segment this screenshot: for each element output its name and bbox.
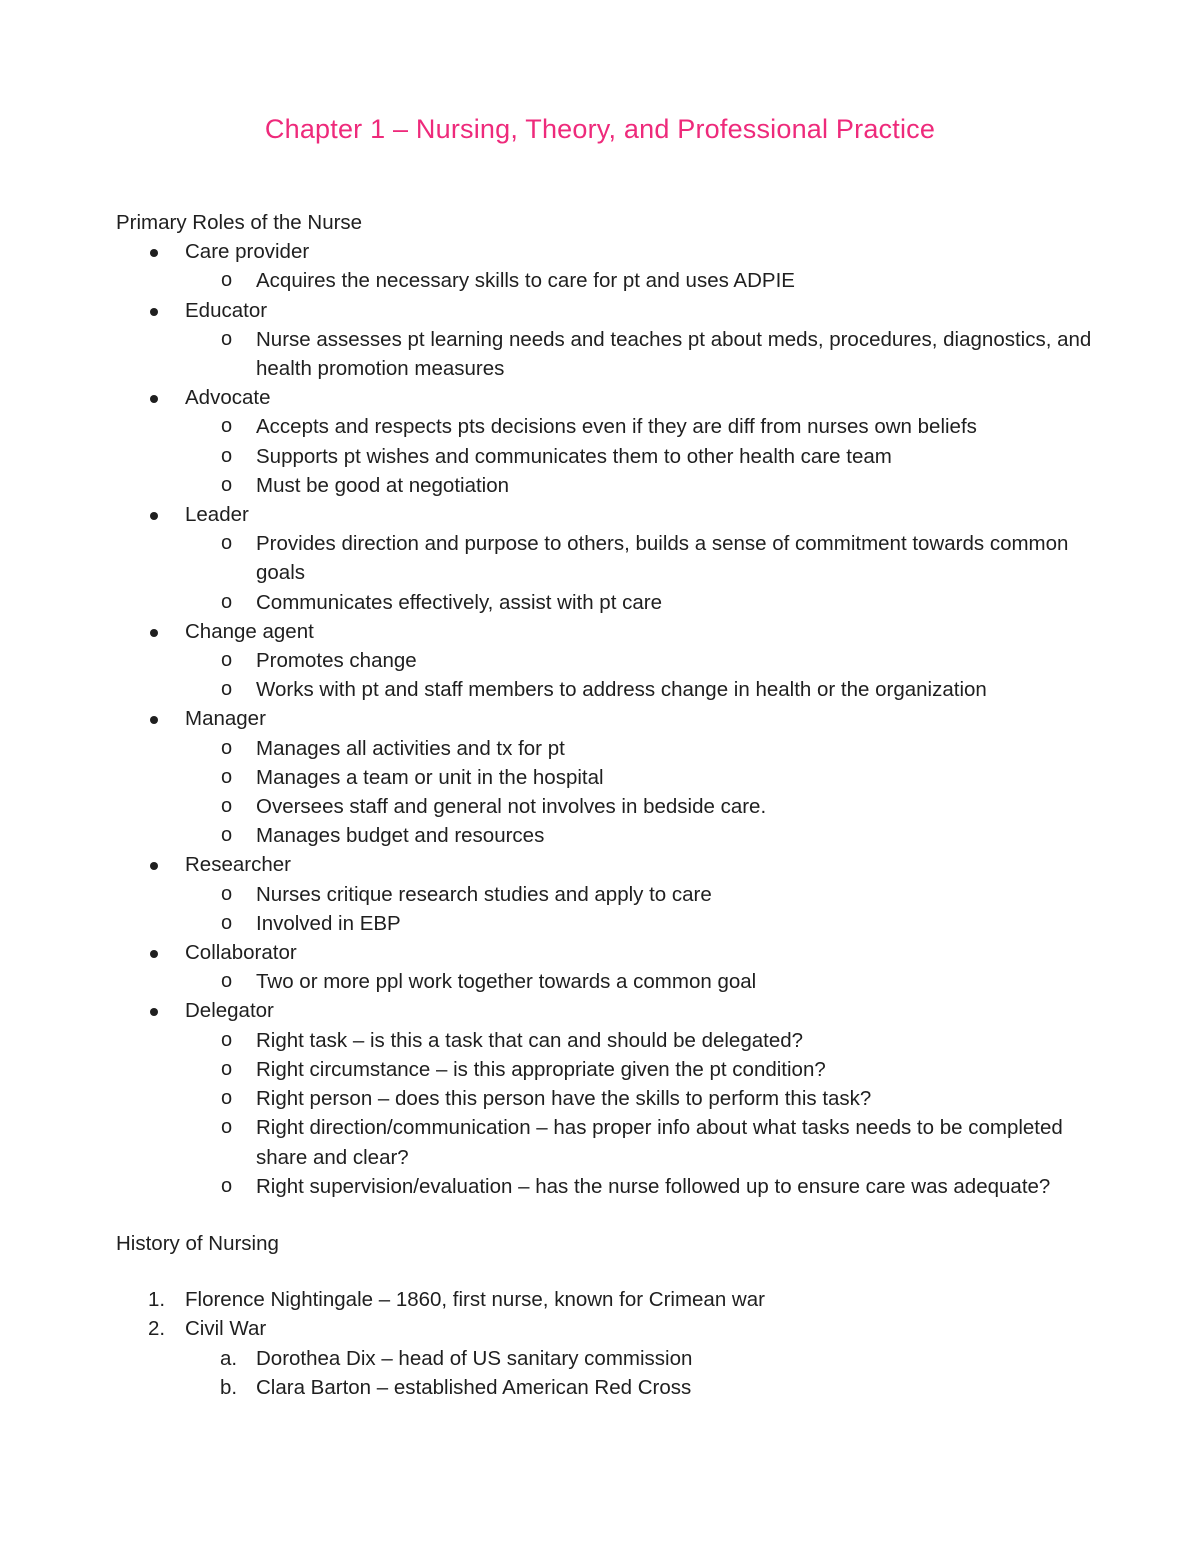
circle-bullet-icon: o [221,590,233,613]
circle-bullet-icon: o [221,970,233,993]
role-detail-list [185,266,1096,295]
role-label: Collaborator [185,941,297,965]
history-sub-item [185,1344,1096,1373]
section-heading-roles: Primary Roles of the Nurse [116,211,363,234]
section-spacer [116,1201,1096,1229]
role-detail-item [185,792,1096,821]
role-item [116,850,1096,938]
role-item [116,383,1096,500]
role-label: Delegator [185,999,274,1023]
bullet-icon [150,862,158,870]
bullet-icon [150,308,158,316]
role-item [116,500,1096,617]
role-detail-text: Right task – is this a task that can and should be delegated? [256,1028,804,1052]
circle-bullet-icon: o [221,444,233,467]
circle-bullet-icon: o [221,795,233,818]
role-detail-text: Manages a team or unit in the hospital [256,765,604,789]
role-item [116,938,1096,996]
role-detail-item [185,1055,1096,1084]
role-detail-item [185,734,1096,763]
circle-bullet-icon: o [221,736,233,759]
role-detail-text: Promotes change [256,649,417,673]
history-item [116,1314,1096,1402]
bullet-icon [150,512,158,520]
circle-bullet-icon: o [221,765,233,788]
list-number: 1. [148,1288,166,1312]
role-detail-list [185,325,1096,383]
role-detail-text: Two or more ppl work together towards a common goal [256,970,757,994]
role-detail-item [185,909,1096,938]
role-detail-item [185,880,1096,909]
role-detail-item [185,266,1096,295]
role-detail-item [185,967,1096,996]
circle-bullet-icon: o [221,882,233,905]
role-label: Change agent [185,619,314,643]
role-detail-text: Communicates effectively, assist with pt care [256,590,662,614]
circle-bullet-icon: o [221,1174,233,1197]
role-detail-item [185,1084,1096,1113]
role-detail-item [185,588,1096,617]
role-detail-item [185,442,1096,471]
circle-bullet-icon: o [221,269,233,292]
history-label: Civil War [185,1317,267,1341]
circle-bullet-icon: o [221,473,233,496]
bullet-icon [150,629,158,637]
list-letter: a. [220,1346,238,1370]
role-detail-list [185,1026,1096,1201]
section-heading-history: History of Nursing [116,1231,279,1255]
list-letter: b. [220,1375,238,1399]
role-label: Educator [185,298,268,322]
role-item [116,296,1096,384]
role-item [116,996,1096,1200]
role-detail-list [185,412,1096,500]
role-detail-text: Right circumstance – is this appropriate given the pt condition? [256,1057,826,1081]
history-label: Florence Nightingale – 1860, first nurse, known for Crimean war [185,1288,765,1312]
bullet-icon [150,1008,158,1016]
circle-bullet-icon: o [221,1087,233,1110]
circle-bullet-icon: o [221,824,233,847]
history-sub-text: Clara Barton – established American Red Cross [256,1375,692,1399]
role-label: Manager [185,707,266,731]
role-detail-text: Involved in EBP [256,911,401,935]
role-detail-text: Nurses critique research studies and apply to care [256,882,712,906]
role-detail-list [185,646,1096,704]
role-detail-text: Accepts and respects pts decisions even if they are diff from nurses own beliefs [256,415,977,439]
role-detail-text: Manages all activities and tx for pt [256,736,565,760]
role-detail-text: Oversees staff and general not involves in bedside care. [256,795,767,819]
bullet-icon [150,249,158,257]
role-detail-item [185,821,1096,850]
role-detail-item [185,1026,1096,1055]
history-sub-item [185,1373,1096,1402]
role-detail-text: Acquires the necessary skills to care for pt and uses ADPIE [256,269,795,293]
role-detail-text: Right direction/communication – has proper info about what tasks needs to be completed share and clear? [256,1116,1063,1169]
circle-bullet-icon: o [221,649,233,672]
role-detail-list [185,967,1096,996]
roles-list [116,237,1096,1201]
role-detail-item [185,325,1096,383]
role-detail-item [185,529,1096,587]
bullet-icon [150,395,158,403]
role-detail-text: Works with pt and staff members to address change in health or the organization [256,678,987,702]
role-item [116,617,1096,705]
role-detail-item [185,1172,1096,1201]
history-sub-list [185,1344,1096,1402]
role-detail-item [185,412,1096,441]
circle-bullet-icon: o [221,1028,233,1051]
role-detail-text: Right supervision/evaluation – has the nurse followed up to ensure care was adequate? [256,1174,1051,1198]
role-label: Researcher [185,853,291,877]
role-detail-text: Right person – does this person have the skills to perform this task? [256,1087,872,1111]
circle-bullet-icon: o [221,1057,233,1080]
history-item [116,1285,1096,1314]
role-item [116,704,1096,850]
role-detail-text: Must be good at negotiation [256,473,510,497]
role-detail-text: Nurse assesses pt learning needs and teaches pt about meds, procedures, diagnostics, and health promotion measures [256,327,1092,381]
bullet-icon [150,950,158,958]
role-item [116,237,1096,295]
role-detail-list [185,880,1096,938]
role-detail-item [185,471,1096,500]
history-list [116,1285,1096,1402]
circle-bullet-icon: o [221,327,233,350]
history-sub-text: Dorothea Dix – head of US sanitary commission [256,1346,693,1370]
role-detail-item [185,1113,1096,1171]
circle-bullet-icon: o [221,678,233,701]
circle-bullet-icon: o [221,532,233,555]
document-body [116,208,1096,1402]
role-label: Advocate [185,386,271,410]
role-detail-item [185,763,1096,792]
bullet-icon [150,716,158,724]
role-detail-list [185,529,1096,617]
circle-bullet-icon: o [221,415,233,438]
document-title: Chapter 1 – Nursing, Theory, and Professional Practice [264,114,936,144]
role-detail-item [185,675,1096,704]
circle-bullet-icon: o [221,1116,233,1139]
role-detail-item [185,646,1096,675]
role-label: Care provider [185,240,310,264]
list-number: 2. [148,1317,166,1341]
role-detail-text: Manages budget and resources [256,824,545,848]
role-detail-text: Provides direction and purpose to others, builds a sense of commitment towards common goals [256,532,1069,585]
role-detail-list [185,734,1096,851]
circle-bullet-icon: o [221,911,233,934]
role-label: Leader [185,503,249,527]
role-detail-text: Supports pt wishes and communicates them to other health care team [256,444,892,468]
